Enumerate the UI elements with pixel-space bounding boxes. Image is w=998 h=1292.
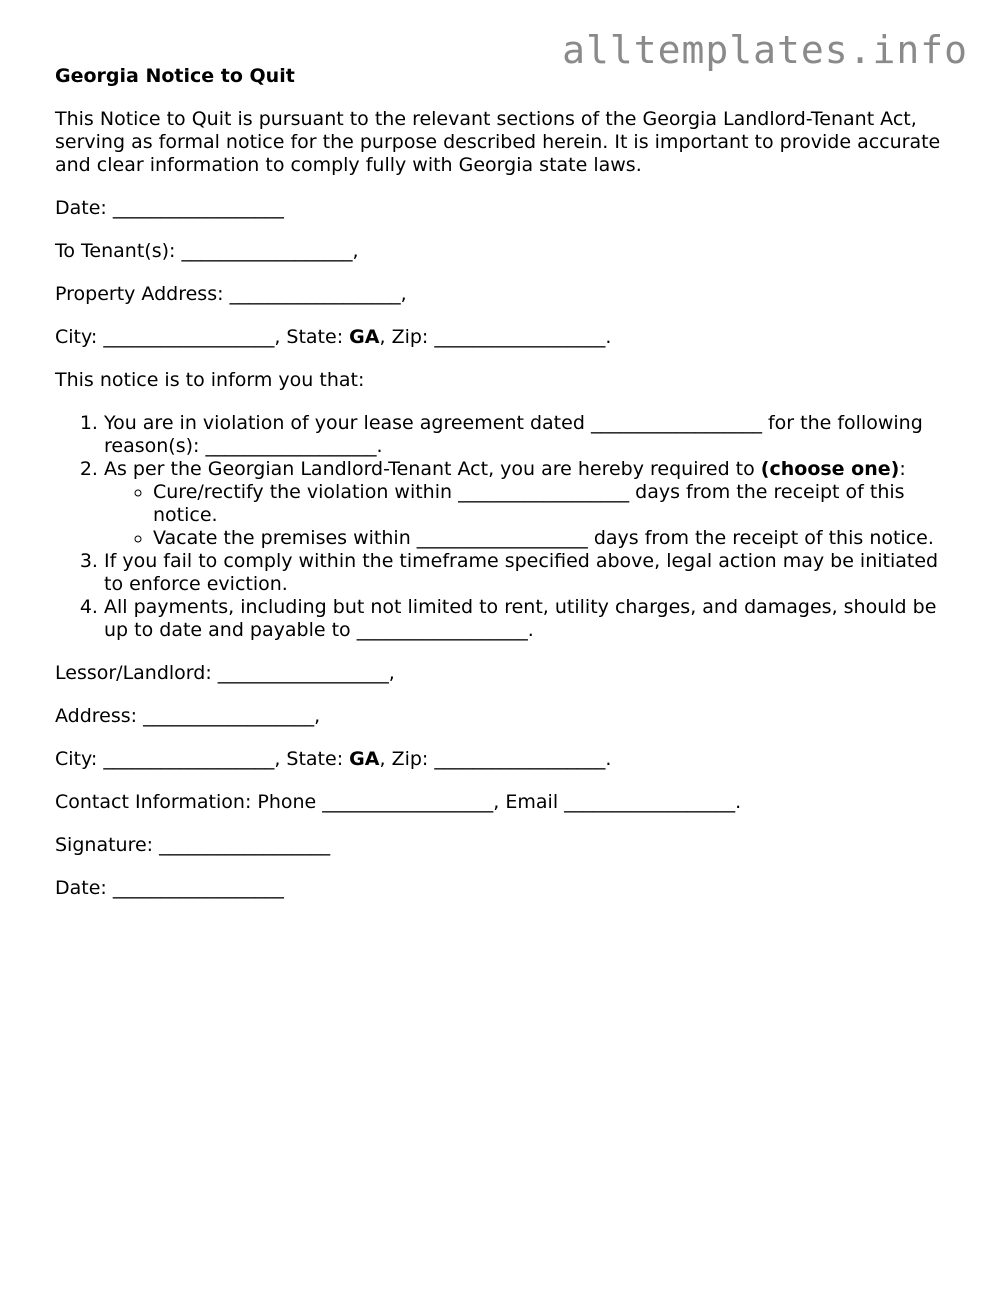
signature-blank[interactable]: __________________ (159, 834, 331, 856)
property-address-blank[interactable]: __________________ (229, 283, 401, 305)
signature-line: Signature: __________________ (55, 834, 331, 856)
vacate-days-blank[interactable]: __________________ (416, 527, 588, 549)
document (55, 64, 950, 920)
document-title: Georgia Notice to Quit (55, 65, 295, 87)
list-item: 4. All payments, including but not limited to rent, utility charges, and damages, should be up to date and payable to __________________. (104, 596, 950, 642)
signature-date-line: Date: __________________ (55, 877, 284, 899)
state-value: GA (349, 326, 380, 348)
tenant-city-line: City: __________________, State: GA, Zip: __________________. (55, 326, 612, 348)
choice-cure: ◦ Cure/rectify the violation within __________________ days from the receipt of this notice. (153, 481, 950, 527)
inform-line: This notice is to inform you that: (55, 369, 365, 391)
lessor-city-line: City: __________________, State: GA, Zip: __________________. (55, 748, 612, 770)
phone-blank[interactable]: __________________ (322, 791, 494, 813)
property-address-line: Property Address: __________________, (55, 283, 407, 305)
list-item: 2. As per the Georgian Landlord-Tenant Act, you are hereby required to (choose one): ◦ Cure/rectify the violation within __________________ days from the receipt of this notice. ◦ Vacate the premises within __________________ days from the receipt of this notice. (104, 458, 950, 550)
lessor-address-line: Address: __________________, (55, 705, 321, 727)
choice-list (104, 481, 950, 550)
lease-date-blank[interactable]: __________________ (590, 412, 762, 434)
contact-line: Contact Information: Phone __________________, Email __________________. (55, 791, 742, 813)
choice-vacate: ◦ Vacate the premises within __________________ days from the receipt of this notice. (153, 527, 950, 550)
state-value: GA (349, 748, 380, 770)
intro-paragraph: This Notice to Quit is pursuant to the relevant sections of the Georgia Landlord-Tenant Act, serving as formal notice for the purpose described herein. It is important to provide accurate and clear information to comply fully with Georgia state laws. (55, 108, 941, 176)
tenant-city-blank[interactable]: __________________ (103, 326, 275, 348)
reasons-blank[interactable]: __________________ (205, 435, 377, 457)
tenant-blank[interactable]: __________________ (181, 240, 353, 262)
lessor-blank[interactable]: __________________ (217, 662, 389, 684)
lessor-zip-blank[interactable]: __________________ (434, 748, 606, 770)
lessor-line: Lessor/Landlord: __________________, (55, 662, 395, 684)
lessor-address-blank[interactable]: __________________ (143, 705, 315, 727)
list-item: 3. If you fail to comply within the timeframe specified above, legal action may be initiated to enforce eviction. (104, 550, 950, 596)
email-blank[interactable]: __________________ (564, 791, 736, 813)
payable-to-blank[interactable]: __________________ (356, 619, 528, 641)
date-line: Date: __________________ (55, 197, 284, 219)
tenant-line: To Tenant(s): __________________, (55, 240, 359, 262)
tenant-zip-blank[interactable]: __________________ (434, 326, 606, 348)
cure-days-blank[interactable]: __________________ (458, 481, 630, 503)
lessor-city-blank[interactable]: __________________ (103, 748, 275, 770)
watermark: alltemplates.info (562, 28, 968, 72)
list-item: 1. You are in violation of your lease agreement dated __________________ for the following reason(s): __________________. (104, 412, 950, 458)
date-blank[interactable]: __________________ (112, 197, 284, 219)
signature-date-blank[interactable]: __________________ (112, 877, 284, 899)
notice-list (55, 412, 950, 642)
